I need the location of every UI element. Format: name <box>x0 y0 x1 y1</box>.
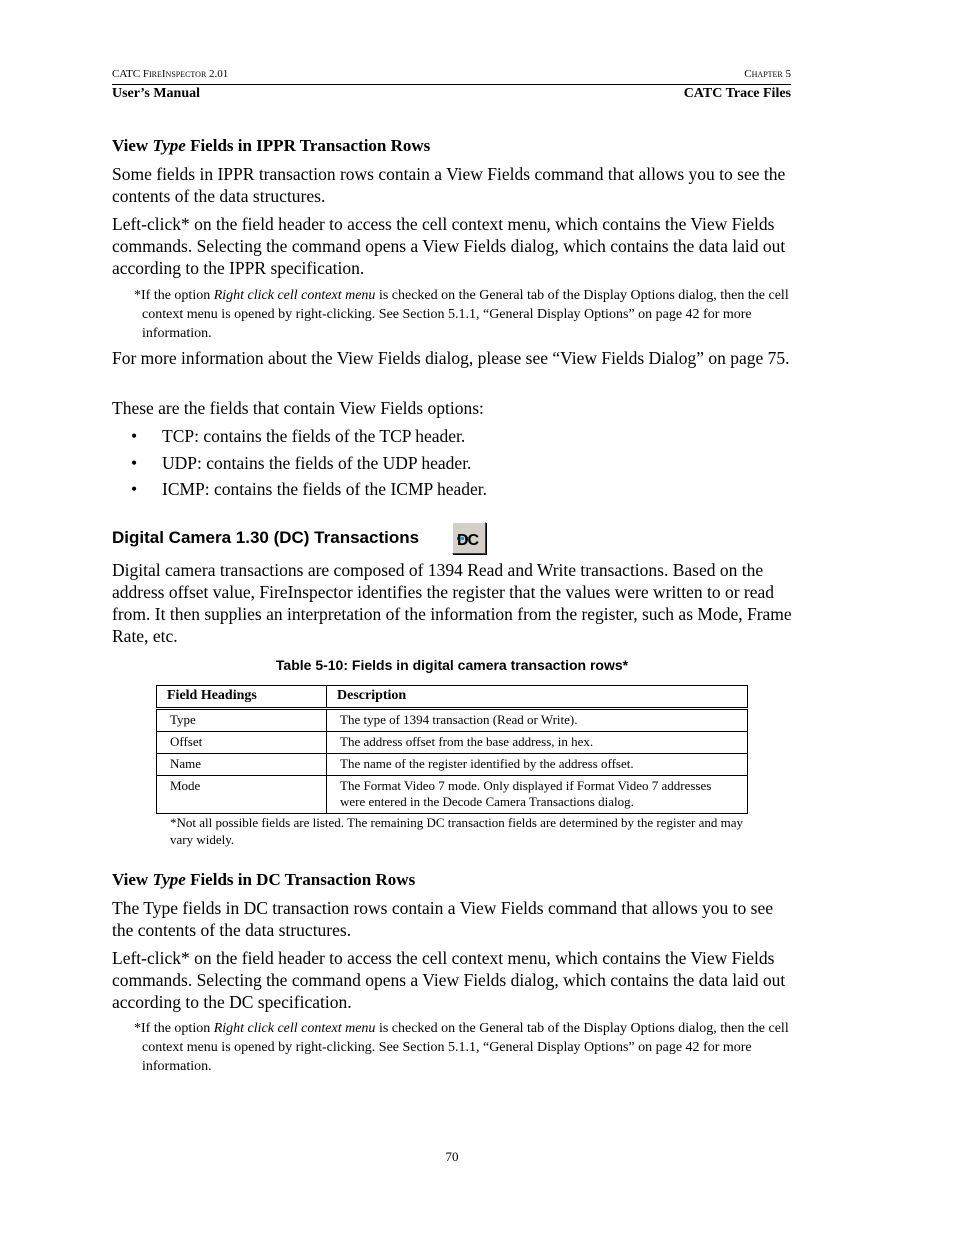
table-cell: The type of 1394 transaction (Read or Write). <box>327 709 748 732</box>
list-item: • TCP: contains the fields of the TCP header. <box>131 426 466 446</box>
ippr-paragraph-4: These are the fields that contain View Fields options: <box>112 398 484 418</box>
table-caption: Table 5-10: Fields in digital camera transaction rows* <box>275 657 629 673</box>
ippr-paragraph-2: Left-click* on the field header to access the cell context menu, which contains the View Fields commands. Selecting the command opens a View Fields dialog, which contains the data laid out according to the IPPR specification. <box>112 214 786 278</box>
table-cell: Type <box>157 709 327 732</box>
header-section: CATC Trace Files <box>683 86 791 101</box>
dc-heading: Digital Camera 1.30 (DC) Transactions <box>112 528 420 547</box>
header-rule <box>112 84 791 85</box>
list-item: • ICMP: contains the fields of the ICMP header. <box>131 479 487 499</box>
table-cell: The Format Video 7 mode. Only displayed if Format Video 7 addresses were entered in the Decode Camera Transactions dialog. <box>327 776 748 814</box>
table-cell: Name <box>157 754 327 776</box>
table-cell: Offset <box>157 732 327 754</box>
column-header: Field Headings <box>157 686 327 709</box>
table-row <box>157 776 748 814</box>
page-number: 70 <box>445 1149 459 1164</box>
table-row <box>157 709 748 732</box>
list-item: • UDP: contains the fields of the UDP header. <box>131 453 472 473</box>
header-product: CATC FireInspector 2.01 <box>112 68 229 80</box>
table-header-row <box>157 686 748 709</box>
ippr-heading: View Type Fields in IPPR Transaction Rows <box>112 136 431 155</box>
dc-paragraph-1: Digital camera transactions are composed of 1394 Read and Write transactions. Based on the address offset value, FireInspector identifies the register that the values were written to or read from. It then supplies an interpretation of the information from the register, such as Mode, Frame Rate, etc. <box>112 560 792 646</box>
table-cell: The name of the register identified by the address offset. <box>327 754 748 776</box>
column-header: Description <box>327 686 748 709</box>
dc-transaction-icon: DC <box>452 522 486 554</box>
dc-fields-table <box>156 685 748 814</box>
header-chapter: Chapter 5 <box>744 68 791 80</box>
dc-fields-paragraph-1: The Type fields in DC transaction rows contain a View Fields command that allows you to see the contents of the data structures. <box>112 898 773 940</box>
dc-fields-heading: View Type Fields in DC Transaction Rows <box>112 870 416 889</box>
dc-fields-paragraph-2: Left-click* on the field header to access the cell context menu, which contains the View Fields commands. Selecting the command opens a View Fields dialog, which contains the data laid out according to the DC specification. <box>112 948 786 1012</box>
table-footnote: *Not all possible fields are listed. The remaining DC transaction fields are determined by the register and may vary widely. <box>170 815 744 847</box>
table-row <box>157 732 748 754</box>
ippr-footnote: *If the option Right click cell context menu is checked on the General tab of the Display Options dialog, then the cell context menu is opened by right-clicking. See Section 5.1.1, “General Display Options” on page 42 for more information. <box>134 288 789 341</box>
dc-fields-footnote: *If the option Right click cell context menu is checked on the General tab of the Display Options dialog, then the cell context menu is opened by right-clicking. See Section 5.1.1, “General Display Options” on page 42 for more information. <box>134 1021 789 1074</box>
ippr-paragraph-1: Some fields in IPPR transaction rows contain a View Fields command that allows you to see the contents of the data structures. <box>112 164 786 206</box>
table-cell: The address offset from the base address, in hex. <box>327 732 748 754</box>
ippr-paragraph-3: For more information about the View Fields dialog, please see “View Fields Dialog” on page 75. <box>112 348 790 368</box>
header-manual: User’s Manual <box>112 86 201 101</box>
table-cell: Mode <box>157 776 327 814</box>
table-row <box>157 754 748 776</box>
